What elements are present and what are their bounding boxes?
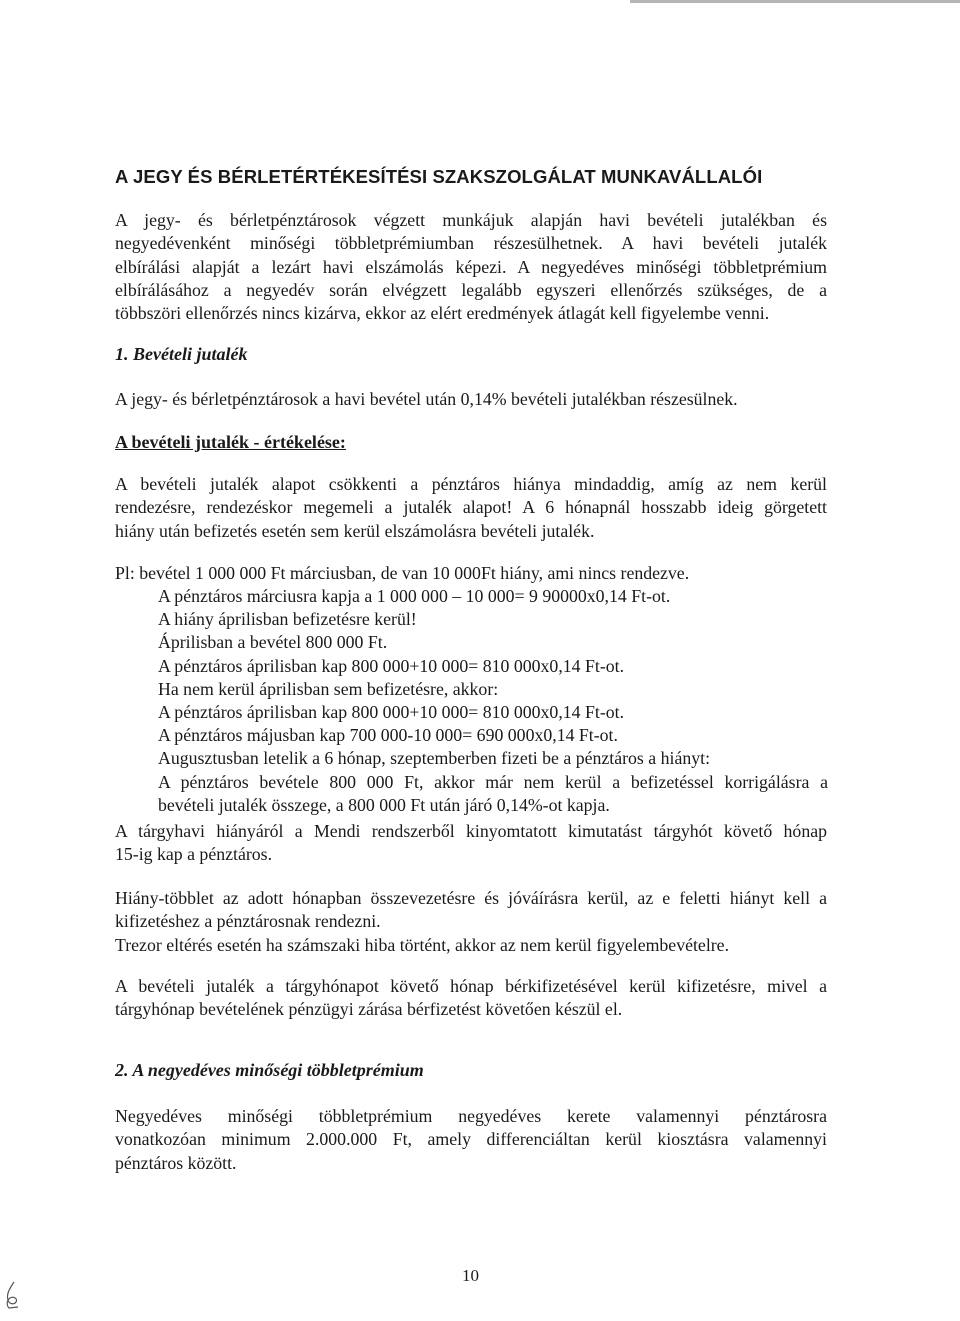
shortage-line: kifizetéshez a pénztárosnak rendezni. — [115, 911, 381, 932]
example-line: Áprilisban a bevétel 800 000 Ft. — [158, 632, 388, 653]
example-line: A pénztáros márciusra kapja a 1 000 000 – 10 000= 9 90000x0,14 Ft-ot. — [158, 586, 671, 606]
intro-line: elbírálásához a negyedév során elvégzett legalább egyszeri ellenőrzés szükséges, de a — [115, 279, 827, 300]
example-line: Augusztusban letelik a 6 hónap, szeptemberben fizeti be a pénztáros a hiányt: — [158, 748, 711, 769]
intro-paragraph — [115, 209, 827, 325]
example-intro: Pl: bevétel 1 000 000 Ft márciusban, de van 10 000Ft hiány, ami nincs rendezve. — [115, 563, 690, 583]
intro-line: A jegy- és bérletpénztárosok végzett munkájuk alapján havi bevételi jutalékban és — [115, 210, 827, 230]
intro-line: elbírálási alapját a lezárt havi elszámolás képezi. A negyedéves minőségi többletprémium — [115, 256, 827, 277]
example-list — [158, 585, 828, 817]
section1-text: A jegy- és bérletpénztárosok a havi bevétel után 0,14% bevételi jutalékban részesülnek. — [115, 389, 738, 409]
section2-line: Negyedéves minőségi többletprémium negyedéves kerete valamennyi pénztárosra — [115, 1106, 827, 1126]
payout-line: A bevételi jutalék a tárgyhónapot követő hónap bérkifizetésével kerül kifizetésre, mivel a — [115, 976, 827, 996]
section1-subheading: A bevételi jutalék - értékelése: — [115, 432, 346, 452]
intro-line: negyedévenként minőségi többletprémiumban részesülhetnek. A havi bevételi jutalék — [115, 233, 827, 254]
evaluation-line: hiány után befizetés esetén sem kerül elszámolásra bevételi jutalék. — [115, 520, 595, 541]
shortage-paragraph — [115, 887, 827, 957]
mendi-paragraph — [115, 820, 827, 867]
evaluation-line: rendezésre, rendezéskor megemeli a jutalék alapot! A 6 hónapnál hosszabb ideig görgetett — [115, 497, 827, 518]
shortage-line: Hiány-többlet az adott hónapban összevezetésre és jóváírásra kerül, az e feletti hiányt kell a — [115, 888, 827, 908]
shortage-line: Trezor eltérés esetén ha számszaki hiba történt, akkor az nem kerül figyelembevételre. — [115, 934, 730, 955]
example-line: bevételi jutalék összege, a 800 000 Ft után járó 0,14%-ot kapja. — [158, 794, 610, 815]
payout-line: tárgyhónap bevételének pénzügyi zárása bérfizetést követően készül el. — [115, 999, 623, 1020]
section2-line: vonatkozóan minimum 2.000.000 Ft, amely differenciáltan kerül kiosztásra valamennyi — [115, 1129, 827, 1150]
example-line: A pénztáros bevétele 800 000 Ft, akkor már nem kerül a befizetéssel korrigálásra a — [158, 771, 828, 792]
payout-paragraph — [115, 975, 827, 1022]
section2-heading: 2. A negyedéves minőségi többletprémium — [115, 1060, 424, 1080]
evaluation-paragraph — [115, 473, 827, 543]
mendi-line: A tárgyhavi hiányáról a Mendi rendszerből kinyomtatott kimutatást tárgyhót követő hónap — [115, 821, 827, 841]
page-number: 10 — [462, 1266, 479, 1285]
example-line: A hiány áprilisban befizetésre kerül! — [158, 609, 417, 630]
page-title: A JEGY ÉS BÉRLETÉRTÉKESÍTÉSI SZAKSZOLGÁLAT MUNKAVÁLLALÓI — [115, 166, 763, 187]
mendi-line: 15-ig kap a pénztáros. — [115, 844, 273, 865]
section2-paragraph — [115, 1105, 827, 1175]
handwritten-mark-icon — [0, 1280, 22, 1310]
intro-line: többszöri ellenőrzés nincs kizárva, ekkor az elért eredmények átlagát kell figyelembe venni. — [115, 303, 770, 324]
example-line: A pénztáros áprilisban kap 800 000+10 000= 810 000x0,14 Ft-ot. — [158, 702, 625, 723]
evaluation-line: A bevételi jutalék alapot csökkenti a pénztáros hiánya mindaddig, amíg az nem kerül — [115, 474, 827, 494]
section2-line: pénztáros között. — [115, 1152, 237, 1173]
example-line: A pénztáros áprilisban kap 800 000+10 000= 810 000x0,14 Ft-ot. — [158, 655, 625, 676]
example-line: A pénztáros májusban kap 700 000-10 000= 690 000x0,14 Ft-ot. — [158, 725, 618, 746]
example-line: Ha nem kerül áprilisban sem befizetésre, akkor: — [158, 678, 499, 699]
section1-heading: 1. Bevételi jutalék — [115, 344, 248, 364]
